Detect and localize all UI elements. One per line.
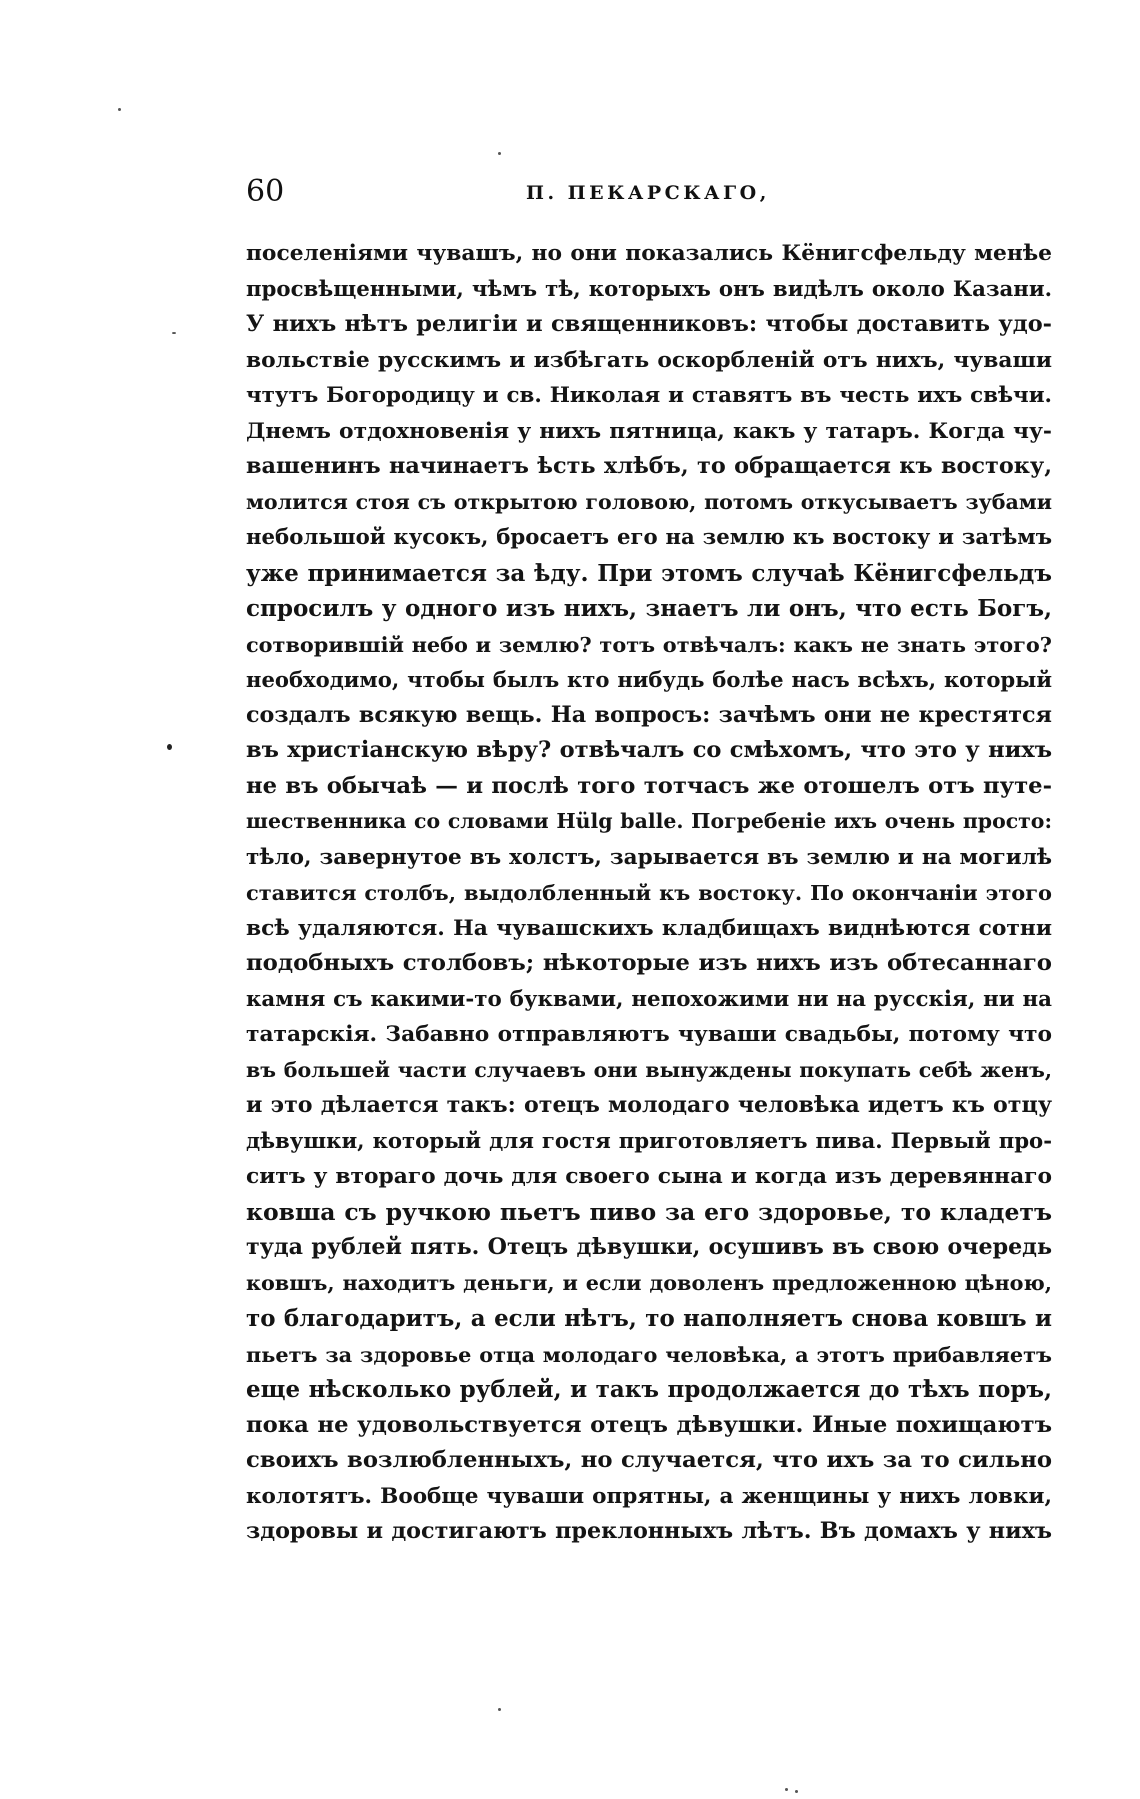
text-line: не въ обычаѣ — и послѣ того тотчасъ же отошелъ отъ путе-	[246, 772, 1052, 799]
scan-speck	[795, 1790, 798, 1793]
text-line: пьетъ за здоровье отца молодаго человѣка, а этотъ прибавляетъ	[246, 1341, 1052, 1367]
scan-speck	[167, 744, 172, 750]
text-line: уже принимается за ѣду. При этомъ случаѣ Кёнигсфельдъ	[246, 559, 1052, 587]
text-line: въ христіанскую вѣру? отвѣчалъ со смѣхомъ, что это у нихъ	[246, 737, 1052, 763]
text-line: всѣ удаляются. На чувашскихъ кладбищахъ виднѣются сотни	[246, 915, 1052, 941]
text-line: поселеніями чувашъ, но они показались Кёнигсфельду менѣе	[246, 241, 1052, 266]
page-number: 60	[246, 174, 285, 209]
text-line: туда рублей пять. Отецъ дѣвушки, осушивъ въ свою очередь	[246, 1234, 1052, 1260]
text-line: Днемъ отдохновенія у нихъ пятница, какъ у татаръ. Когда чу-	[246, 418, 1052, 444]
text-line: въ большей части случаевъ они вынуждены покупать себѣ женъ,	[246, 1057, 1052, 1082]
text-line: тѣло, завернутое въ холстъ, зарывается въ землю и на могилѣ	[246, 844, 1052, 870]
text-line: еще нѣсколько рублей, и такъ продолжается до тѣхъ поръ,	[246, 1376, 1052, 1403]
text-line: дѣвушки, который для гостя приготовляетъ пива. Первый про-	[246, 1128, 1052, 1154]
text-line: спросилъ у одного изъ нихъ, знаетъ ли онъ, что есть Богъ,	[246, 595, 1052, 622]
text-line: своихъ возлюбленныхъ, но случается, что ихъ за то сильно	[246, 1447, 1052, 1473]
text-line: ставится столбъ, выдолбленный къ востоку. По окончаніи этого	[246, 880, 1052, 905]
running-title: П. ПЕКАРСКАГО,	[526, 182, 770, 204]
text-line: необходимо, чтобы былъ кто нибудь болѣе насъ всѣхъ, который	[246, 667, 1052, 692]
page-header	[246, 172, 1052, 214]
text-line: здоровы и достигаютъ преклонныхъ лѣтъ. Въ домахъ у нихъ	[246, 1518, 1052, 1544]
text-line: молится стоя съ открытою головою, потомъ откусываетъ зубами	[246, 489, 1052, 514]
scan-speck	[498, 152, 501, 155]
text-line: шественника со словами Hülg balle. Погребеніе ихъ очень просто:	[246, 809, 1052, 833]
text-line: У нихъ нѣтъ религіи и священниковъ: чтобы доставить удо-	[246, 311, 1052, 337]
text-line: то благодаритъ, а если нѣтъ, то наполняетъ снова ковшъ и	[246, 1305, 1052, 1332]
text-line: небольшой кусокъ, бросаетъ его на землю къ востоку и затѣмъ	[246, 525, 1052, 550]
text-line: татарскія. Забавно отправляютъ чуваши свадьбы, потому что	[246, 1022, 1052, 1047]
text-line: создалъ всякую вещь. На вопросъ: зачѣмъ они не крестятся	[246, 701, 1052, 728]
text-line: вашенинъ начинаетъ ѣсть хлѣбъ, то обращается къ востоку,	[246, 453, 1052, 479]
text-line: колотятъ. Вообще чуваши опрятны, а женщины у нихъ ловки,	[246, 1483, 1052, 1509]
text-line: сотворившій небо и землю? тотъ отвѣчалъ: какъ не знать этого?	[246, 631, 1052, 657]
text-line: камня съ какими-то буквами, непохожими ни на русскія, ни на	[246, 986, 1052, 1012]
scan-speck	[498, 1708, 501, 1711]
text-line: просвѣщенными, чѣмъ тѣ, которыхъ онъ видѣлъ около Казани.	[246, 276, 1052, 302]
text-line: ковшъ, находитъ деньги, и если доволенъ предложенною цѣною,	[246, 1270, 1052, 1295]
text-line: чтутъ Богородицу и св. Николая и ставятъ въ честь ихъ свѣчи.	[246, 383, 1052, 408]
scan-speck	[172, 332, 176, 334]
text-line: вольствіе русскимъ и избѣгать оскорбленій отъ нихъ, чуваши	[246, 347, 1052, 373]
scan-speck	[785, 1788, 788, 1791]
text-line: пока не удовольствуется отецъ дѣвушки. Иные похищаютъ	[246, 1411, 1052, 1438]
text-line: ситъ у втораго дочь для своего сына и когда изъ деревяннаго	[246, 1164, 1052, 1189]
scan-speck	[118, 108, 121, 111]
text-line: подобныхъ столбовъ; нѣкоторые изъ нихъ изъ обтесаннаго	[246, 950, 1052, 976]
text-line: ковша съ ручкою пьетъ пиво за его здоровье, то кладетъ	[246, 1197, 1052, 1226]
body-text	[246, 236, 1052, 1550]
text-line: и это дѣлается такъ: отецъ молодаго человѣка идетъ къ отцу	[246, 1092, 1052, 1118]
